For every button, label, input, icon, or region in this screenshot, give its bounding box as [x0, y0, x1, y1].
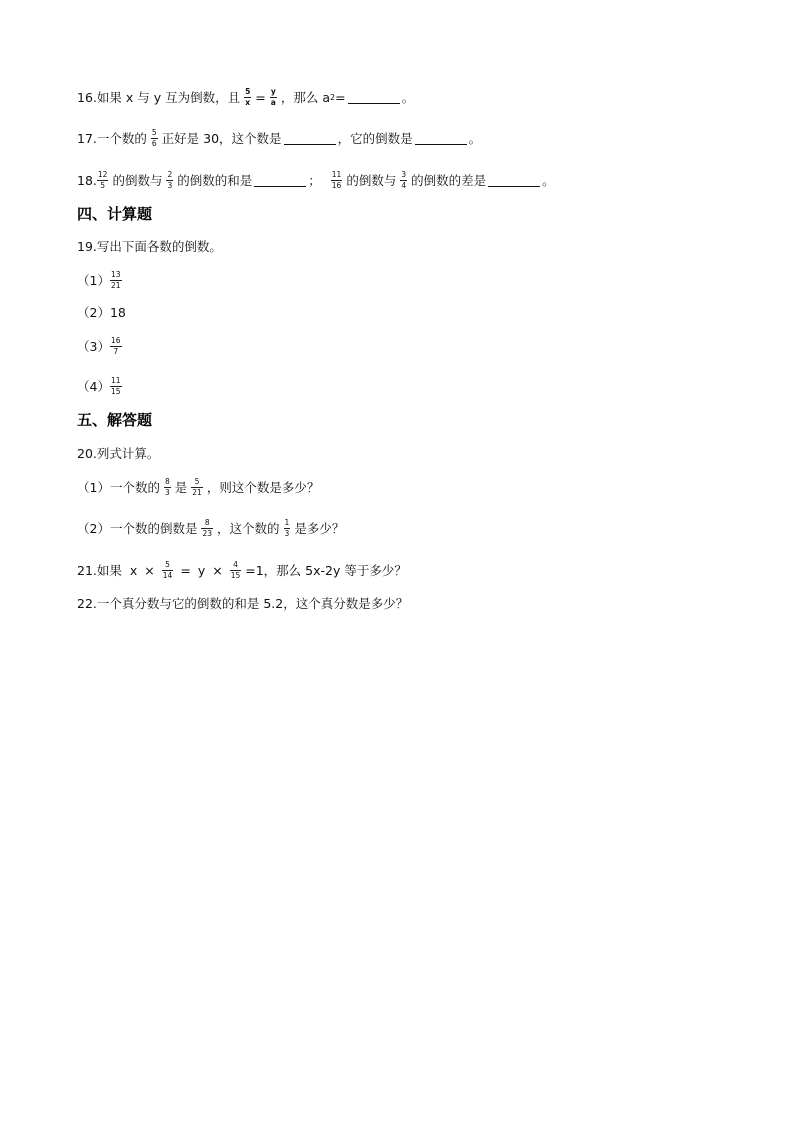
q21-times-1: ×	[144, 562, 155, 578]
q21-variable-y: y	[197, 562, 206, 578]
q18-answer-blank-2[interactable]	[488, 186, 540, 187]
section-heading-solve: 五、解答题	[77, 410, 153, 429]
q20-p2-fraction-a: $\frac{8}{23}$	[202, 517, 213, 538]
q16-fraction-a: $\frac{5}{x}$	[245, 86, 251, 107]
q17-end: 。	[468, 131, 482, 146]
q20-p2-fraction-b: $\frac{1}{3}$	[284, 517, 290, 538]
q18-fraction-c: $\frac{11}{16}$	[331, 169, 342, 190]
q16-mid: ，那么 a	[280, 90, 330, 105]
q18-fraction-d: $\frac{3}{4}$	[401, 169, 407, 190]
q20-p1-end: ，则这个数是多少？	[206, 480, 320, 495]
q19-item-4	[77, 374, 126, 398]
question-19: 19.写出下面各数的倒数。	[77, 239, 222, 254]
q18-answer-blank-1[interactable]	[254, 186, 306, 187]
q17-mid2: ，它的倒数是	[337, 131, 413, 146]
question-22: 22.一个真分数与它的倒数的和是 5.2，这个真分数是多少？	[77, 596, 409, 611]
q19-item-2-label: （2）	[77, 305, 110, 320]
section-heading-calculation: 四、计算题	[77, 204, 153, 223]
q18-text-1: 的倒数与	[112, 173, 163, 188]
question-17	[77, 126, 481, 150]
q17-answer-blank-1[interactable]	[284, 144, 336, 145]
q16-prefix: 16.如果 x 与 y 互为倒数，且	[77, 90, 241, 105]
q19-item-3	[77, 334, 126, 358]
q20-p1-prefix: （1）一个数的	[77, 480, 160, 495]
q20-p1-fraction-a: $\frac{8}{3}$	[164, 476, 170, 497]
q16-exponent: 2	[329, 92, 336, 102]
q18-separator: ；	[308, 173, 321, 188]
q19-item-1	[77, 268, 126, 292]
question-18	[77, 168, 555, 192]
q19-item-3-fraction: $\frac{16}{7}$	[110, 335, 121, 356]
q20-part-2	[77, 516, 344, 540]
q16-after: =	[335, 89, 346, 105]
q18-prefix: 18.	[77, 172, 97, 188]
q21-equals: =	[180, 562, 191, 578]
q18-fraction-a: $\frac{12}{5}$	[97, 169, 108, 190]
q19-item-1-fraction: $\frac{13}{21}$	[110, 269, 121, 290]
q18-text-2: 的倒数的和是	[177, 173, 253, 188]
q19-item-3-label: （3）	[77, 339, 110, 354]
q20-p2-mid: ，这个数的	[217, 521, 280, 536]
question-16	[77, 85, 414, 109]
q18-end: 。	[542, 173, 555, 188]
question-21	[77, 558, 407, 582]
q17-prefix: 17.一个数的	[77, 131, 147, 146]
q18-text-3: 的倒数与	[346, 173, 397, 188]
q20-p2-prefix: （2）一个数的倒数是	[77, 521, 198, 536]
q20-p1-mid: 是	[174, 480, 188, 495]
q19-item-4-fraction: $\frac{11}{15}$	[110, 375, 121, 396]
q18-fraction-b: $\frac{2}{3}$	[167, 169, 173, 190]
q16-fraction-b: $\frac{y}{a}$	[270, 86, 276, 107]
q20-part-1	[77, 475, 319, 499]
q21-variable-x: x	[129, 562, 138, 578]
q16-answer-blank[interactable]	[348, 103, 400, 104]
q19-item-2	[77, 300, 126, 324]
q21-prefix: 21.如果	[77, 563, 122, 578]
q19-item-1-label: （1）	[77, 273, 110, 288]
q17-fraction: $\frac{5}{6}$	[151, 127, 157, 148]
q21-times-2: ×	[212, 562, 223, 578]
q21-fraction-b: $\frac{4}{15}$	[230, 559, 241, 580]
q20-p1-fraction-b: $\frac{5}{21}$	[192, 476, 202, 497]
q21-fraction-a: $\frac{5}{14}$	[162, 559, 173, 580]
q16-equals: =	[255, 89, 266, 105]
question-20: 20.列式计算。	[77, 446, 160, 461]
q19-item-2-value: 18	[109, 304, 126, 320]
q20-p2-end: 是多少？	[294, 521, 345, 536]
q18-text-4: 的倒数的差是	[411, 173, 487, 188]
q17-mid: 正好是 30，这个数是	[161, 131, 282, 146]
q21-end: =1，那么 5x-2y 等于多少？	[245, 563, 407, 578]
q17-answer-blank-2[interactable]	[415, 144, 467, 145]
q19-item-4-label: （4）	[77, 379, 110, 394]
q16-end: 。	[401, 90, 415, 105]
